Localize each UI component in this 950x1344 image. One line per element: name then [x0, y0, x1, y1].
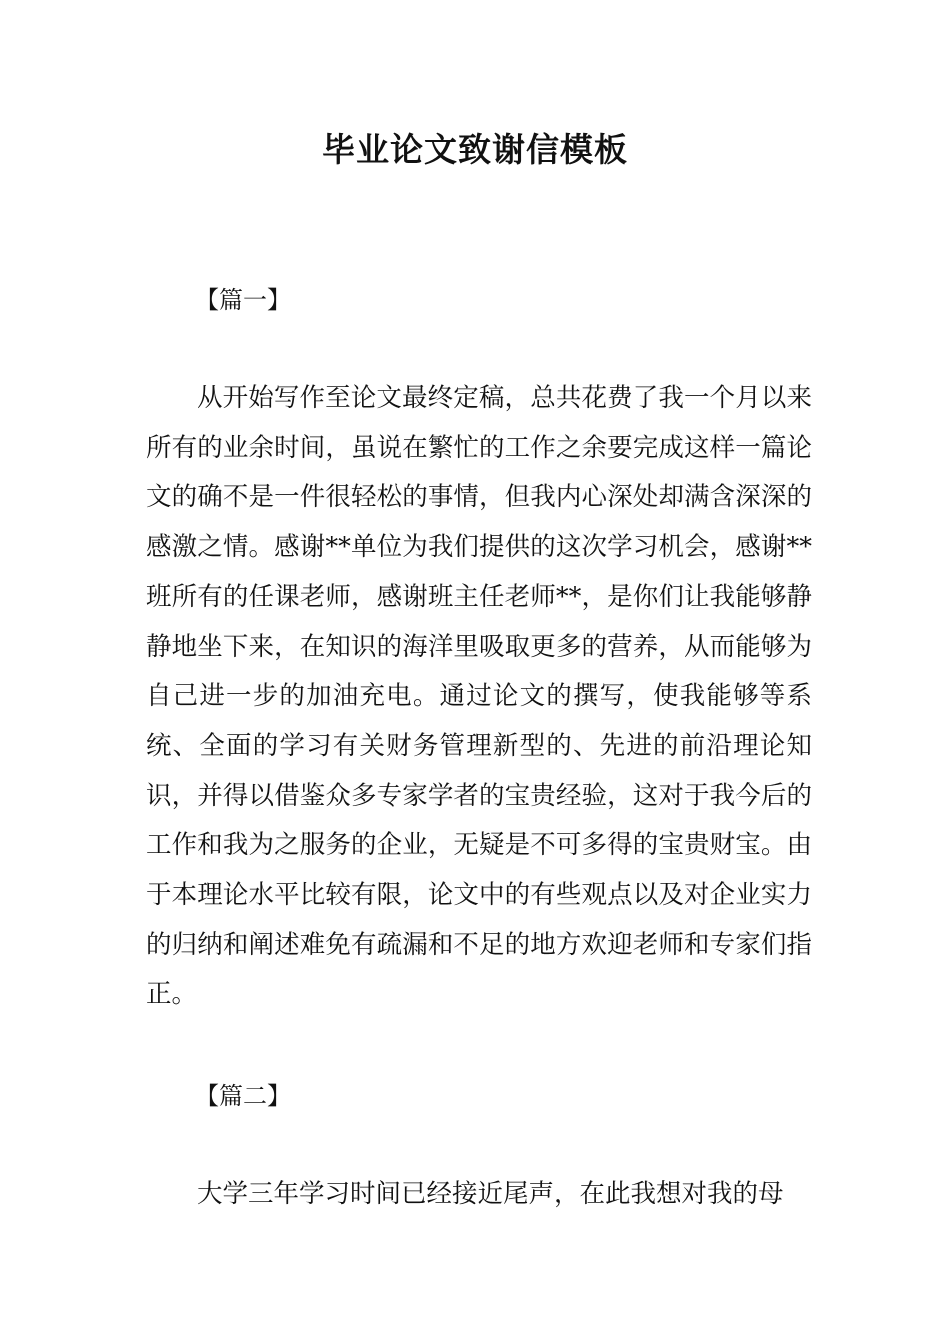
section-paragraph-1: 从开始写作至论文最终定稿，总共花费了我一个月以来所有的业余时间，虽说在繁忙的工作之余要完成这样一篇论文的确不是一件很轻松的事情，但我内心深处却满含深深的感激之情。感谢**单位为我们提供的这次学习机会，感谢**班所有的任课老师，感谢班主任老师**，是你们让我能够静静地坐下来，在知识的海洋里吸取更多的营养，从而能够为自己进一步的加油充电。通过论文的撰写，使我能够等系统、全面的学习有关财务管理新型的、先进的前沿理论知识，并得以借鉴众多专家学者的宝贵经验，这对于我今后的工作和我为之服务的企业，无疑是不可多得的宝贵财宝。由于本理论水平比较有限，论文中的有些观点以及对企业实力的归纳和阐述难免有疏漏和不足的地方欢迎老师和专家们指正。: [146, 383, 812, 1010]
section-heading-2: 【篇二】: [195, 1082, 291, 1110]
document-title: 毕业论文致谢信模板: [322, 130, 628, 169]
section-paragraph-2: 大学三年学习时间已经接近尾声，在此我想对我的母: [197, 1179, 784, 1209]
section-heading-1: 【篇一】: [195, 286, 291, 314]
